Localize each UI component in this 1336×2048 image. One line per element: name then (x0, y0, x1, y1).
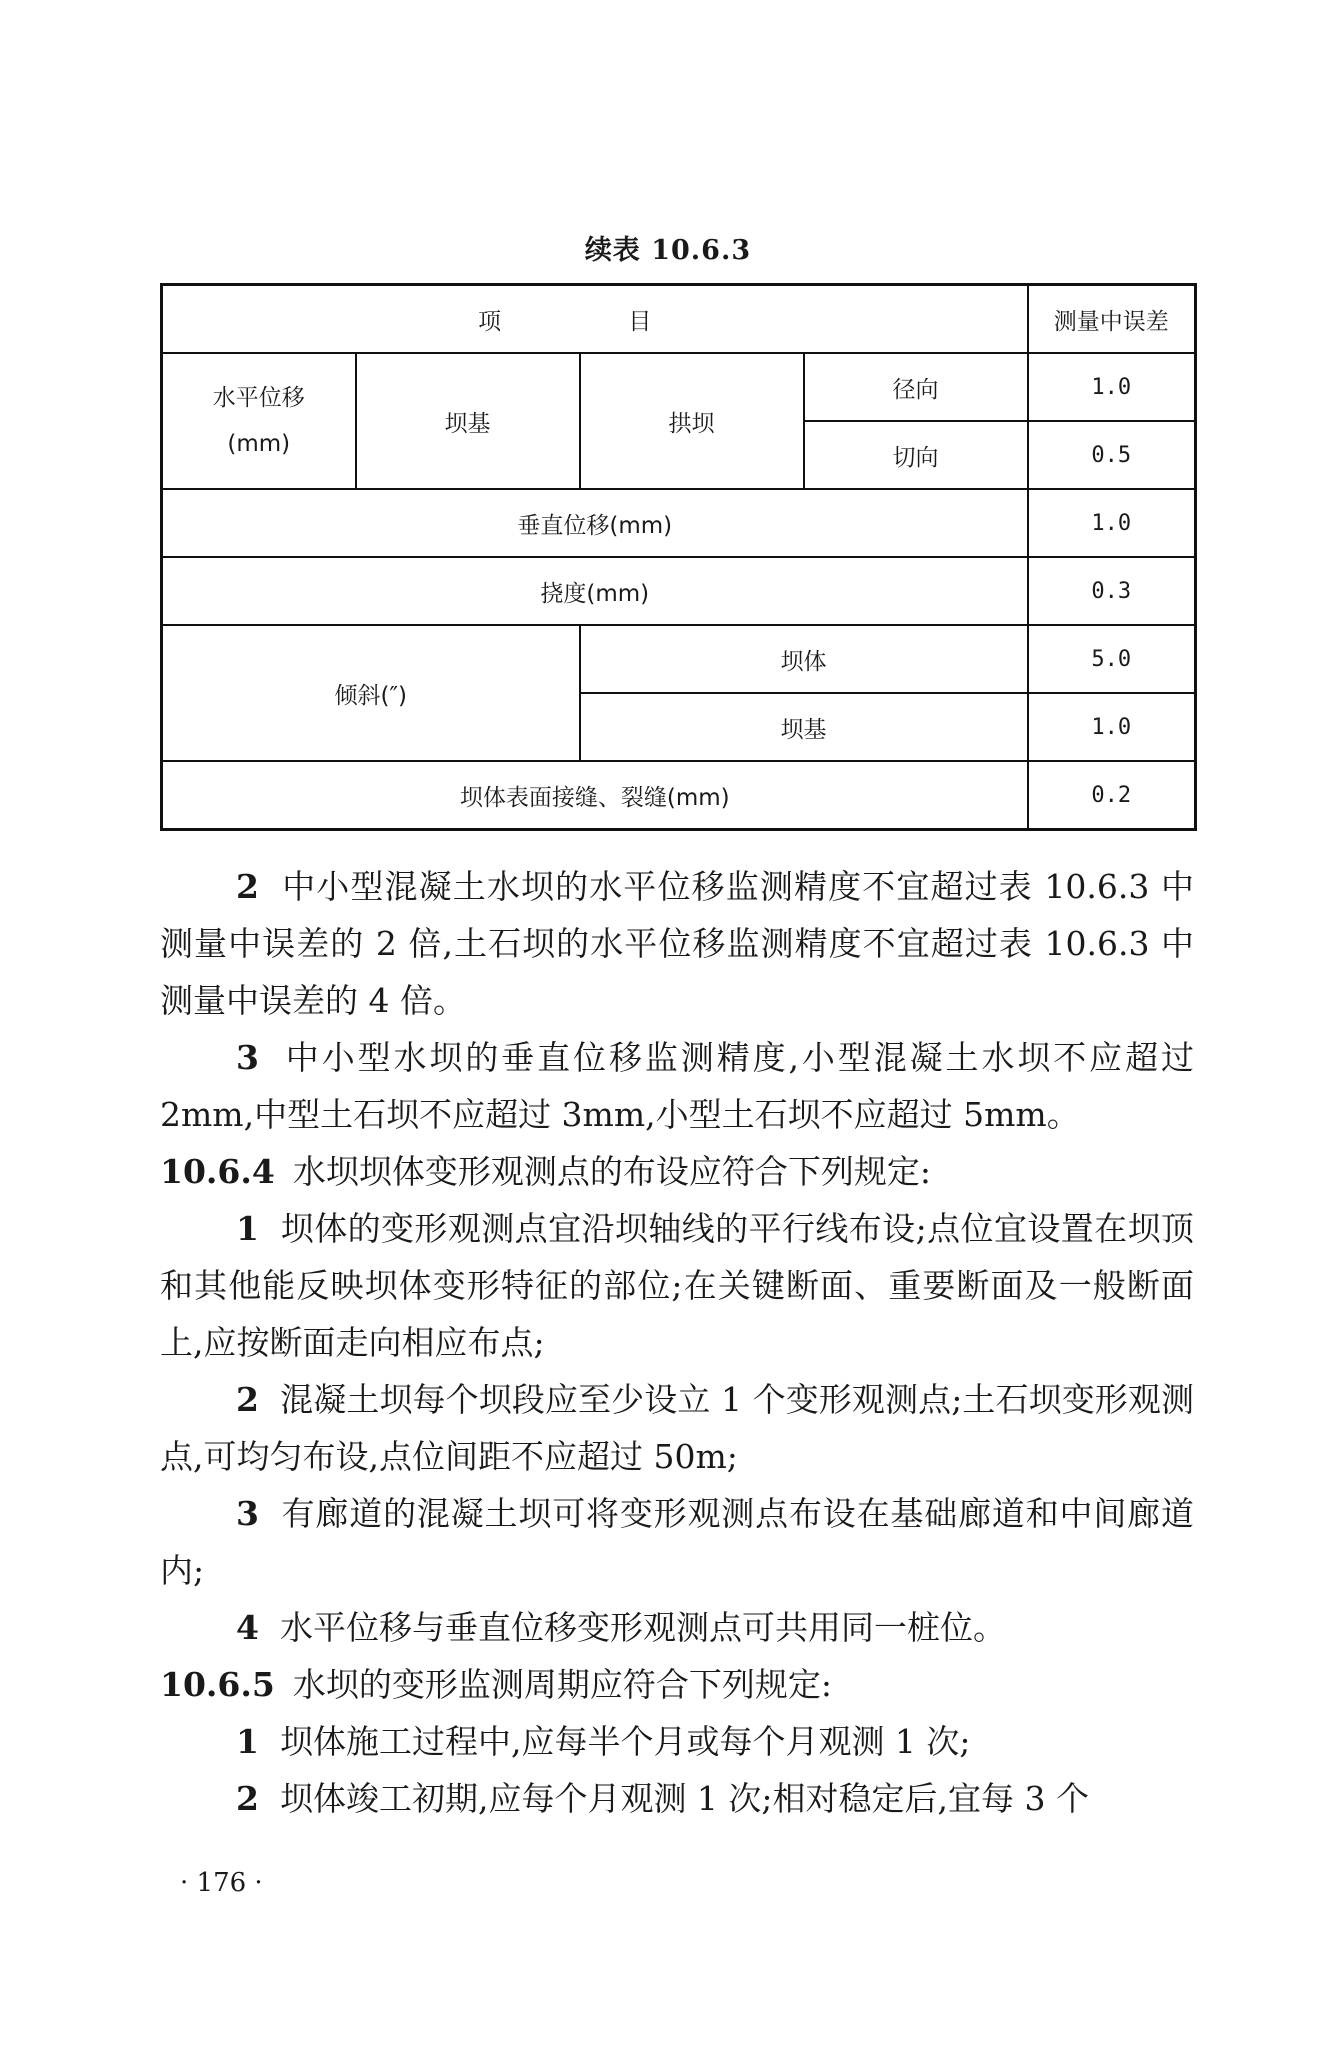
paragraph-clause: 10.6.4 水坝坝体变形观测点的布设应符合下列规定: (160, 1152, 931, 1191)
paragraph-item: 4 水平位移与垂直位移变形观测点可共用同一桩位。 (236, 1608, 1006, 1647)
direction-tangential: 切向 (804, 421, 1028, 489)
horizontal-arch: 拱坝 (580, 353, 804, 489)
precision-table (160, 283, 1197, 831)
horizontal-label-cell (162, 353, 356, 489)
header-error: 测量中误差 (1028, 285, 1196, 354)
page-number: · 176 · (180, 1868, 263, 1898)
deflection-label: 挠度(mm) (162, 557, 1028, 625)
horizontal-base: 坝基 (356, 353, 580, 489)
vertical-value: 1.0 (1028, 489, 1196, 557)
table-row (162, 557, 1196, 625)
joint-label: 坝体表面接缝、裂缝(mm) (162, 761, 1028, 830)
body-text (160, 858, 1194, 1827)
paragraph-item: 1 坝体的变形观测点宜沿坝轴线的平行线布设;点位宜设置在坝顶和其他能反映坝体变形特征的部位;在关键断面、重要断面及一般断面上,应按断面走向相应布点; (160, 1209, 1194, 1362)
paragraph-item: 2 混凝土坝每个坝段应至少设立 1 个变形观测点;土石坝变形观测点,可均匀布设,点位间距不应超过 50m; (160, 1380, 1195, 1476)
tilt-label: 倾斜(″) (162, 625, 580, 761)
paragraph-item: 3 有廊道的混凝土坝可将变形观测点布设在基础廊道和中间廊道内; (160, 1494, 1195, 1590)
value-radial: 1.0 (1028, 353, 1196, 421)
tilt-part-body: 坝体 (580, 625, 1028, 693)
header-item: 项 目 (162, 285, 1028, 354)
deflection-value: 0.3 (1028, 557, 1196, 625)
table-header-row (162, 285, 1196, 354)
vertical-label: 垂直位移(mm) (162, 489, 1028, 557)
tilt-value-body: 5.0 (1028, 625, 1196, 693)
horizontal-unit: (mm) (227, 431, 291, 457)
paragraph-item: 3 中小型水坝的垂直位移监测精度,小型混凝土水坝不应超过 2mm,中型土石坝不应超过 3mm,小型土石坝不应超过 5mm。 (160, 1038, 1194, 1134)
table-title: 续表 10.6.3 (584, 235, 752, 266)
paragraph-clause: 10.6.5 水坝的变形监测周期应符合下列规定: (160, 1665, 832, 1704)
table-row (162, 353, 1196, 421)
table-row (162, 489, 1196, 557)
direction-radial: 径向 (804, 353, 1028, 421)
table-row (162, 761, 1196, 830)
paragraph-item: 2 中小型混凝土水坝的水平位移监测精度不宜超过表 10.6.3 中测量中误差的 2 倍,土石坝的水平位移监测精度不宜超过表 10.6.3 中测量中误差的 4 倍。 (160, 867, 1194, 1020)
joint-value: 0.2 (1028, 761, 1196, 830)
paragraph-item: 2 坝体竣工初期,应每个月观测 1 次;相对稳定后,宜每 3 个 (236, 1779, 1090, 1818)
value-tangential: 0.5 (1028, 421, 1196, 489)
tilt-value-base: 1.0 (1028, 693, 1196, 761)
table-row (162, 625, 1196, 693)
paragraph-item: 1 坝体施工过程中,应每半个月或每个月观测 1 次; (236, 1722, 971, 1761)
horizontal-label: 水平位移 (212, 385, 305, 411)
tilt-part-base: 坝基 (580, 693, 1028, 761)
